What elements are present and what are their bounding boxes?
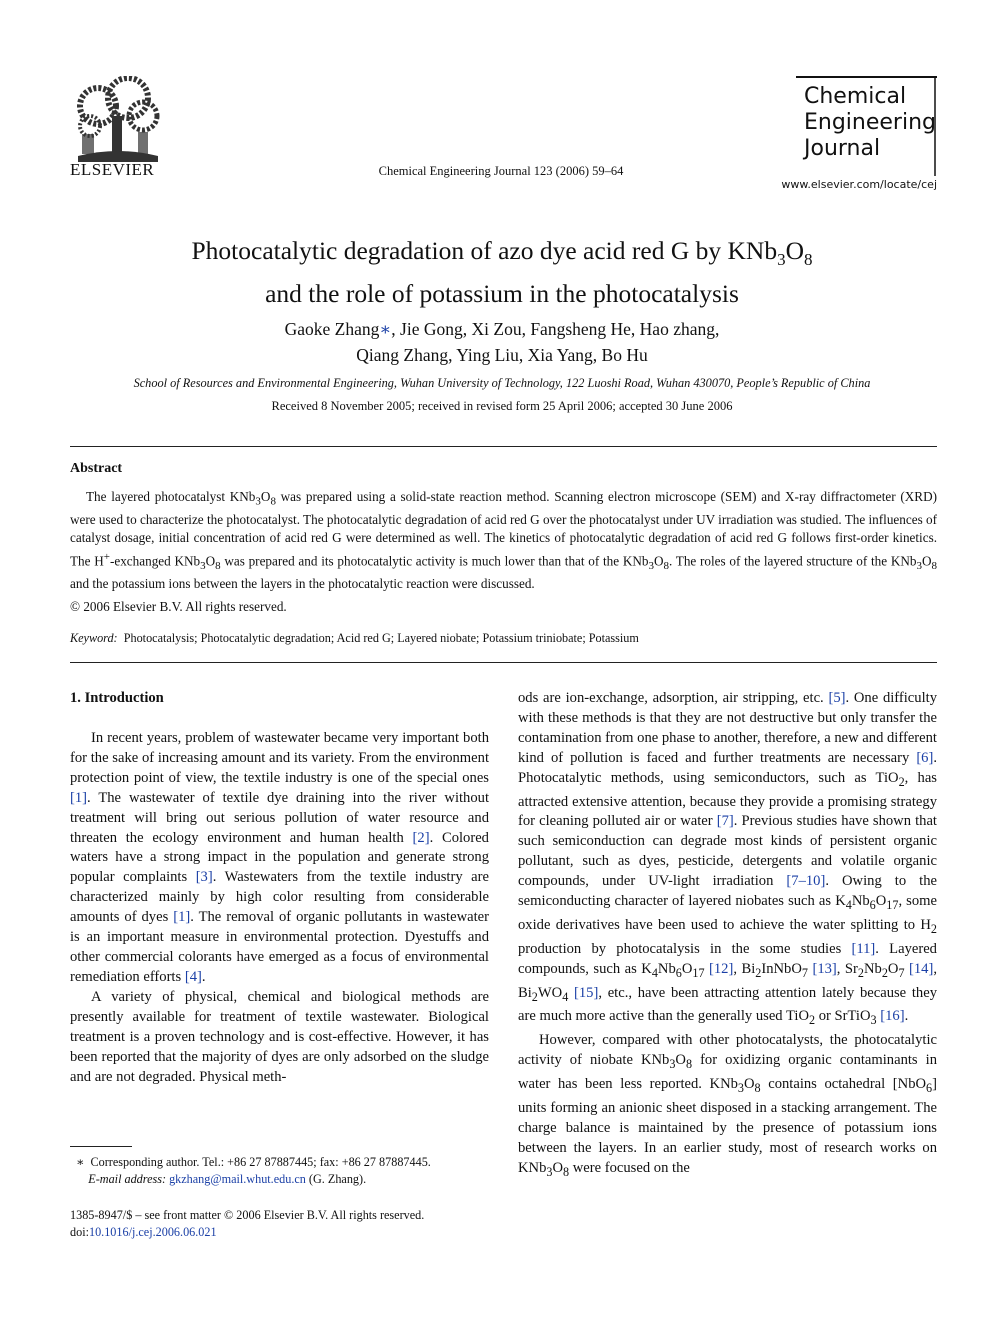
citation-link[interactable]: [5]	[828, 690, 846, 706]
doi-label: doi:	[70, 1225, 89, 1239]
author-list	[0, 316, 992, 368]
front-matter	[70, 1207, 424, 1241]
doi-link[interactable]: 10.1016/j.cej.2006.06.021	[88, 1225, 217, 1239]
publisher-name: ELSEVIER	[70, 160, 155, 179]
title-line-2: and the role of potassium in the photocatalysis	[265, 279, 739, 309]
body-column-right	[518, 689, 937, 1182]
citation-link[interactable]: [3]	[195, 869, 213, 886]
email-link[interactable]: gkzhang@mail.whut.edu.cn	[169, 1172, 306, 1186]
keywords	[70, 631, 639, 646]
citation-link[interactable]: [6]	[916, 749, 934, 766]
title-line-1: Photocatalytic degradation of azo dye acid red G by KNb	[191, 236, 778, 265]
journal-url[interactable]: www.elsevier.com/locate/cej	[781, 178, 937, 191]
divider	[70, 446, 937, 447]
journal-citation: Chemical Engineering Journal 123 (2006) 59–64	[378, 164, 624, 178]
citation-link[interactable]: [7–10]	[786, 873, 826, 890]
corresponding-author: Gaoke Zhang	[284, 319, 380, 339]
email-label: E-mail address:	[88, 1172, 167, 1186]
article-title: Photocatalytic degradation of azo dye acid red G by $KNb_3O_8$ and the role of potassium in the photocatalysis	[191, 236, 813, 309]
abstract-heading: Abstract	[70, 461, 123, 476]
body-column-left	[70, 689, 489, 1088]
journal-logo-line: Chemical	[804, 84, 907, 109]
corresponding-author-marker[interactable]: ∗	[379, 319, 392, 339]
corresponding-info: Corresponding author. Tel.: +86 27 87887445; fax: +86 27 87887445.	[90, 1155, 431, 1169]
footnote-divider	[70, 1146, 132, 1147]
citation-link[interactable]: [1]	[70, 789, 88, 806]
divider	[70, 662, 937, 663]
copyright-notice: © 2006 Elsevier B.V. All rights reserved.	[70, 599, 287, 614]
citation-link[interactable]: [2]	[412, 829, 430, 846]
citation-link[interactable]: [13]	[812, 960, 837, 977]
citation-link[interactable]: [4]	[184, 968, 202, 985]
citation-link[interactable]: [14]	[909, 960, 934, 977]
paragraph: ods are ion-exchange, adsorption, air stripping, etc. [5]. One difficulty with these methods is that they are not destructive but only transfer the contamination from one phase to another, therefore, a new and different kind of pollution is faced and further treatments are necessary [6]. Photocatalytic methods, using semiconductors, such as TiO$_2$, has attracted extensive attention, because they provide a promising strategy for cleaning polluted air or water [7]. Previous studies have shown that such semiconduction can degrade most kinds of persistent organic pollutant, such as dyes, pesticide, detergents and volatile organic compounds, under UV-light irradiation [7–10]. Owing to the semiconducting character of layered niobates such as $K_4Nb_6O_{17}$, some oxide derivatives have been used to achieve the water splitting to $H_2$ production by photocatalysis in the some studies [11]. Layered compounds, such as $K_4Nb_6O_{17}$ [12], $Bi_2InNbO_7$ [13], $Sr_2Nb_2O_7$ [14], $Bi_2WO_4$ [15], etc., have been attracting attention lately because they are much more active than the generally used TiO$_2$ or SrTiO$_3$ [16].	[518, 690, 937, 1028]
citation-link[interactable]: [1]	[173, 909, 191, 926]
authors-line-1: , Jie Gong, Xi Zou, Fangsheng He, Hao zhang,	[391, 319, 720, 339]
authors-line-2: Qiang Zhang, Ying Liu, Xia Yang, Bo Hu	[356, 345, 648, 365]
footnote-marker: ∗	[76, 1155, 85, 1169]
keywords-label: Keyword:	[70, 631, 118, 645]
journal-logo	[796, 76, 937, 176]
paragraph: In recent years, problem of wastewater became very important both for the sake of increasing amount and its variety. From the environment protection point of view, the textile industry is one of the special ones [1]. The wastewater of textile dye draining into the river without treatment will bring out serious pollution of water resource and threaten the ecology environment and human health [2]. Colored waters have a strong impact in the population and generate strong popular complaints [3]. Wastewaters from the textile industry are characterized mainly by high color resulting from considerable amounts of dyes [1]. The removal of organic pollutants in wastewater is an important measure in environmental protection. Dyestuffs and other commercial colorants have emerged as a focus of environmental remediation efforts [4].	[70, 729, 489, 985]
issn-line: 1385-8947/$ – see front matter © 2006 Elsevier B.V. All rights reserved.	[70, 1208, 425, 1222]
email-owner: (G. Zhang).	[308, 1172, 367, 1186]
paragraph: However, compared with other photocatalysts, the photocatalytic activity of niobate $KNb_3O_8$ for oxidizing organic contaminants in water has been less reported. $KNb_3O_8$ contains octahedral [NbO$_6$] units forming an anionic sheet disposed in a stacking arrangement. The charge balance is maintained by the presence of potassium ions between the layers. In an earlier study, most of research works on $KNb_3O_8$ were focused on the	[518, 1032, 937, 1179]
paragraph: A variety of physical, chemical and biological methods are presently available for treatment of textile wastewater. Biological treatment is a proven technology and is cost-effective. However, it has been reported that the majority of dyes are only adsorbed on the sludge and are not degraded. Physical meth-	[70, 988, 489, 1085]
journal-logo-text	[804, 84, 936, 162]
journal-logo-line: Journal	[804, 136, 881, 161]
citation-link[interactable]: [15]	[574, 984, 599, 1001]
footnote	[70, 1154, 431, 1188]
citation-link[interactable]: [16]	[880, 1008, 905, 1025]
article-dates: Received 8 November 2005; received in revised form 25 April 2006; accepted 30 June 2006	[271, 399, 733, 413]
abstract-body: The layered photocatalyst $KNb_3O_8$ was prepared using a solid-state reaction method. Scanning electron microscope (SEM) and X-ray diffractometer (XRD) were used to characterize the photocatalyst. The photocatalytic degradation of acid red G over the photocatalyst under UV irradiation was studied. The influences of catalyst dosage, initial concentration of acid red G were determined as well. The kinetics of photocatalytic degradation of acid red G follows first-order kinetics. The H+-exchanged $KNb_3O_8$ was prepared and its photocatalytic activity is much lower than that of the $KNb_3O_8$. The roles of the layered structure of the $KNb_3O_8$ and the potassium ions between the layers in the photocatalytic reaction were discussed.	[70, 489, 938, 592]
affiliation: School of Resources and Environmental Engineering, Wuhan University of Technology, 122 Luoshi Road, Wuhan 430070, People’s Republic of China	[133, 376, 871, 390]
journal-logo-line: Engineering	[804, 110, 936, 135]
keywords-list: Photocatalysis; Photocatalytic degradation; Acid red G; Layered niobate; Potassium triniobate; Potassium	[123, 631, 639, 645]
citation-link[interactable]: [7]	[716, 813, 734, 830]
citation-link[interactable]: [12]	[709, 960, 734, 977]
citation-link[interactable]: [11]	[851, 940, 876, 957]
section-heading: 1. Introduction	[70, 690, 164, 706]
